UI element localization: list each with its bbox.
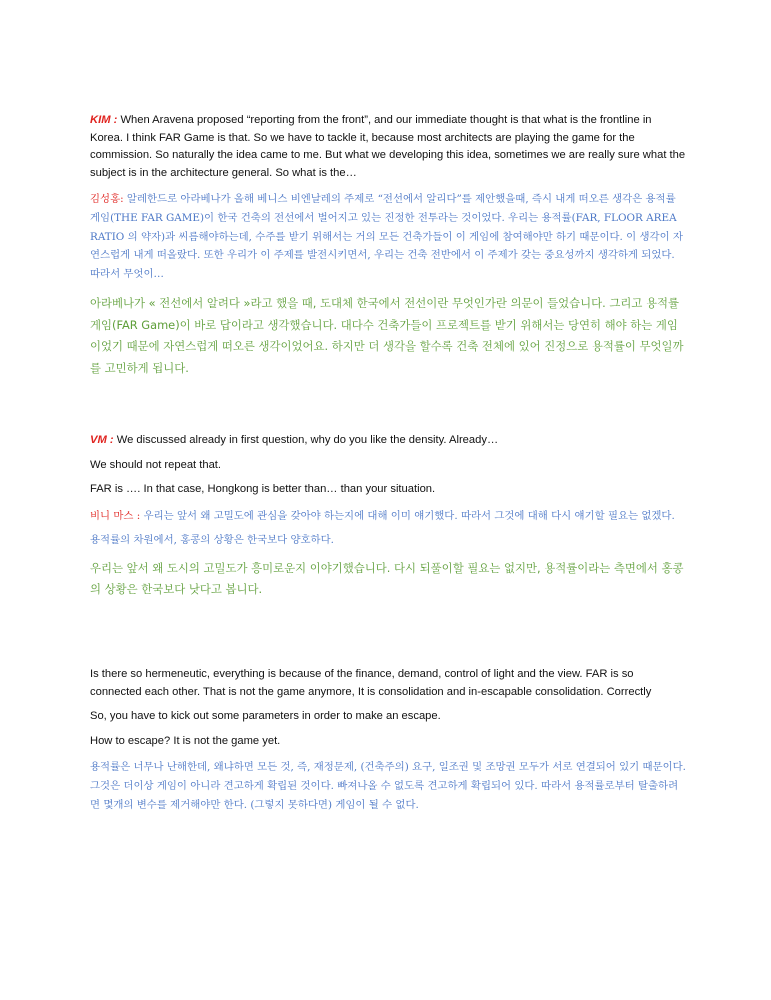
kim-english-paragraph (90, 112, 686, 182)
vm-english-paragraph (90, 432, 686, 450)
kim-korean-text: 알레한드로 아라베나가 올해 베니스 비엔날레의 주제로 “전선에서 알리다”를 제안했을때, 즉시 내게 떠오른 생각은 용적률 게임(THE FAR GAME)이 한국 건축의 전선에서 벌어지고 있는 진정한 전투라는 것이었다. 우리는 용적률(FAR, FLOOR AREA RATIO 의 약자)과 씨름해야하는데, 수주를 받기 위해서는 거의 모든 건축가들이 이 게임에 참여해야만 하기 때문이다. 이 생각이 자연스럽게 내게 떠올랐다. 또한 우리가 이 주제를 발전시키면서, 우리는 건축 전반에서 이 주제가 갖는 중요성까지 생각하게 되었다. 따라서 무엇이… (90, 193, 683, 280)
kim-section (90, 112, 686, 379)
speaker-label-vm-ko: 비니 마스 : (90, 509, 141, 522)
vm-english-line-2: We should not repeat that. (90, 458, 222, 471)
vm-korean-paragraph (90, 507, 686, 526)
speaker-label-kim-ko: 김성홍: (90, 193, 124, 206)
third-section (90, 666, 686, 814)
third-english-line-2: So, you have to kick out some parameters in order to make an escape. (90, 710, 441, 723)
speaker-label-vm: VM : (90, 434, 114, 446)
vm-english-text: We discussed already in first question, why do you like the density. Already… (113, 434, 499, 446)
vm-korean-line-2: 용적률의 차원에서, 홍콩의 상황은 한국보다 양호하다. (90, 534, 334, 547)
third-english-line-3: How to escape? It is not the game yet. (90, 734, 281, 747)
vm-korean-text: 우리는 앞서 왜 고밀도에 관심을 갖아야 하는지에 대해 이미 얘기했다. 따라서 그것에 대해 다시 얘기할 필요는 없겠다. (140, 509, 675, 522)
vm-english-line-3: FAR is …. In that case, Hongkong is better than… than your situation. (90, 483, 436, 496)
vm-section (90, 432, 686, 601)
third-korean-paragraph: 용적률은 너무나 난해한데, 왜냐하면 모든 것, 즉, 재정문제, (건축주의) 요구, 일조권 및 조망권 모두가 서로 연결되어 있기 때문이다. 그것은 더이상 게임이 아니라 견고하게 확립된 것이다. 빠져나올 수 없도록 견고하게 확립되어 있다. 따라서 용적률로부터 탈출하려면 몇개의 변수를 제거해야만 한다. (그렇지 못하다면) 게임이 될 수 없다. (90, 761, 686, 811)
vm-korean-translation: 우리는 앞서 왜 도시의 고밀도가 흥미로운지 이야기했습니다. 다시 되풀이할 필요는 없지만, 용적률이라는 측면에서 홍콩의 상황은 한국보다 낫다고 봅니다. (90, 560, 684, 597)
kim-korean-paragraph (90, 190, 686, 283)
kim-english-text: When Aravena proposed “reporting from the front”, and our immediate thought is that what is the frontline in Korea. I think FAR Game is that. So we have to tackle it, because most architects are playing the game for the commission. So naturally the idea came to me. But what we developing this idea, sometimes we are really sure what the subject is in the architecture general. So what is the… (90, 114, 686, 179)
kim-korean-translation: 아라베나가 « 전선에서 알려다 »라고 했을 때, 도대체 한국에서 전선이란 무엇인가란 의문이 들었습니다. 그리고 용적률 게임(FAR Game)이 바로 답이라고 생각했습니다. 대다수 건축가들이 프로젝트를 받기 위해서는 당연히 해야 하는 게임이었기 때문에 자연스럽게 떠오른 생각이었어요. 하지만 더 생각을 할수록 건축 전체에 있어 진정으로 용적률이 무엇일까를 고민하게 됩니다. (90, 296, 684, 375)
speaker-label-kim: KIM : (90, 114, 118, 126)
third-english-line-1: Is there so hermeneutic, everything is because of the finance, demand, control of light and the view. FAR is so connected each other. That is not the game anymore, It is consolidation and in-escapable consolidation. Correctly (90, 668, 652, 698)
